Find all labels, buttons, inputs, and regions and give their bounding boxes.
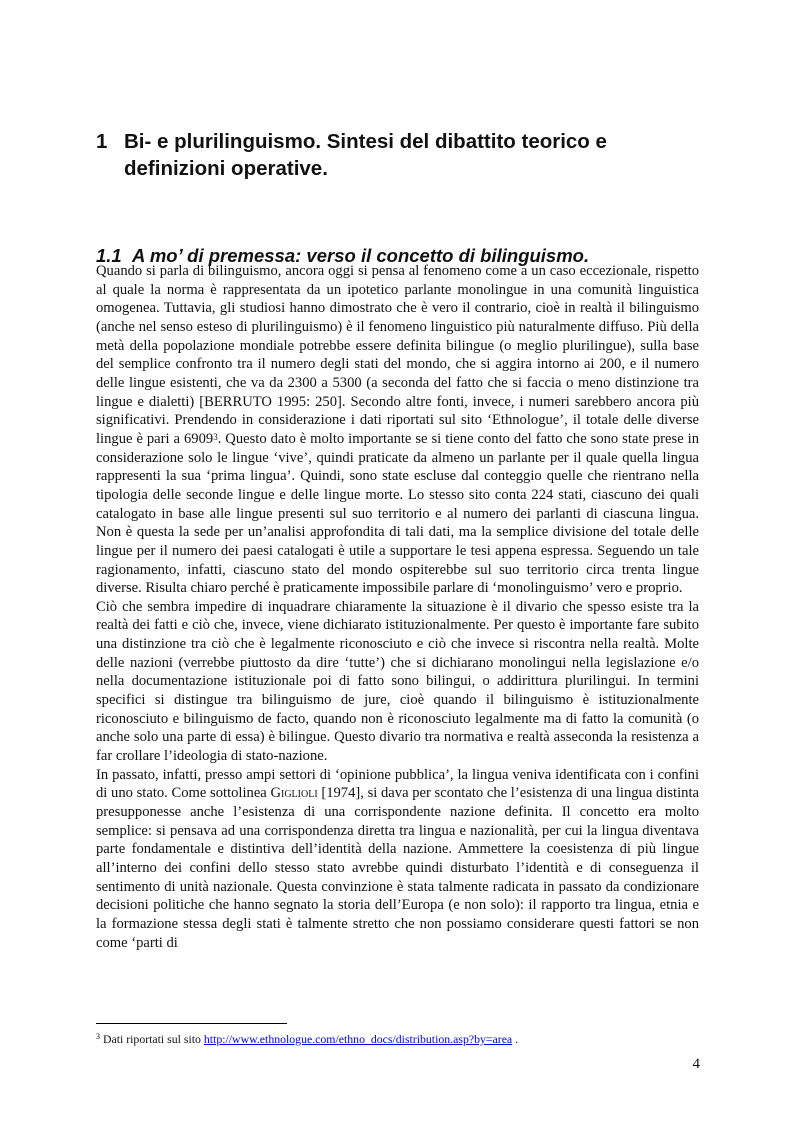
chapter-heading — [96, 128, 696, 182]
chapter-title: Bi- e plurilinguismo. Sintesi del dibattito teorico e definizioni operative. — [124, 130, 607, 180]
paragraph-1: Quando si parla di bilinguismo, ancora oggi si pensa al fenomeno come a un caso eccezionale, rispetto al quale la norma è rappresentata da un ipotetico parlante monolingue in una comunità linguistica omogenea. Tuttavia, gli studiosi hanno dimostrato che è vero il contrario, cioè in realtà il bilinguismo (anche nel senso esteso di plurilinguismo) è il fenomeno linguistico più naturalmente diffuso. Più della metà della popolazione mondiale potrebbe essere definita bilingue (o meglio plurilingue), sulla base del semplice confronto tra il numero degli stati del mondo, che si aggira intorno ai 200, e il numero delle lingue esistenti, che va da 2300 a 5300 (a seconda del fatto che si faccia o meno distinzione tra lingue e dialetti) [BERRUTO 1995: 250]. Secondo altre fonti, invece, i numeri sarebbero ancora più significativi. Prendendo in considerazione i dati riportati sul sito ‘Ethnologue’, il totale delle diverse lingue è pari a 6909$^3$. Questo dato è molto importante se si tiene conto del fatto che sono state prese in considerazione solo le lingue ‘vive’, quindi praticate da almeno un parlante per il quale quella lingua rappresenti la sua ‘prima lingua’. Quindi, sono state escluse dal conteggio quelle che rientrano nella tipologia delle seconde lingue e delle lingue morte. Lo stesso sito conta 224 stati, ciascuno dei quali catalogato in base alle lingue presenti sul suo territorio e al numero dei parlanti di ciascuna lingua. Non è questa la sede per un’analisi approfondita di tali dati, ma la semplice divisione del totale delle lingue per il numero dei paesi catalogati è utile a supportare le tesi appena espressa. Seguendo un tale ragionamento, infatti, ciascuno stato del mondo ospiterebbe sul suo territorio circa trenta lingue diverse. Risulta chiaro perché è praticamente impossibile parlare di ‘monolinguismo’ vero e proprio. — [96, 263, 699, 597]
footnote: $^3$ Dati riportati sul sito http://www.ethnologue.com/ethno_docs/distribution.asp?by=area . — [96, 1032, 519, 1046]
section-title: A mo’ di premessa: verso il concetto di bilinguismo. — [132, 245, 590, 266]
footnote-reference[interactable]: 3 — [213, 431, 218, 442]
section-number: 1.1 — [96, 245, 122, 266]
page-number: 4 — [692, 1056, 700, 1072]
footnote-separator — [96, 1023, 287, 1024]
footnote-number: 3 — [96, 1032, 100, 1041]
body-text — [96, 262, 699, 952]
footnote-link[interactable]: http://www.ethnologue.com/ethno_docs/distribution.asp?by=area — [203, 1032, 513, 1046]
author-citation: Giglioli — [270, 785, 318, 802]
paragraph-3: In passato, infatti, presso ampi settori di ‘opinione pubblica’, la lingua veniva identificata con i confini di uno stato. Come sottolinea Giglioli [1974], si dava per scontato che l’esistenza di una lingua distinta presupponesse anche l’esistenza di una corrispondente nazione definita. Il concetto era molto semplice: si pensava ad una corrispondenza diretta tra lingua e nazionalità, per cui la lingua diventava parte fondamentale e distintiva dell’identità della nazione. Ammettere la coesistenza di più lingue all’interno dei confini dello stesso stato avrebbe quindi disturbato l’identità e di conseguenza il sentimento di unità nazionale. Questa convinzione è stata talmente radicata in passato da condizionare decisioni politiche che hanno segnato la storia dell’Europa (e non solo): il rapporto tra lingua, etnia e la formazione stessa degli stati è talmente stretto che non possiamo considerare questi fattori se non come ‘parti di — [96, 766, 699, 951]
footnote-text: Dati riportati sul sito — [100, 1032, 204, 1046]
chapter-number: 1 — [96, 130, 108, 153]
paragraph-2: Ciò che sembra impedire di inquadrare chiaramente la situazione è il divario che spesso esiste tra la realtà dei fatti e ciò che, invece, viene dichiarato istituzionalmente. Per questo è importante fare subito una distinzione tra ciò che è legalmente riconosciuto e ciò che invece si riscontra nella realtà. Molte delle nazioni (verrebbe piuttosto da dire ‘tutte’) che si dichiarano monolingui nella legislazione e/o nella documentazione istituzionale poi di fatto sono bilingui, o addirittura plurilingui. In termini specifici si distingue tra bilinguismo de jure, cioè quando il bilinguismo è istituzionalmente riconosciuto e bilinguismo de facto, quando non è riconosciuto legalmente ma di fatto la comunità (o anche solo una parte di essa) è bilingue. Questo divario tra normativa e realtà asseconda la resistenza a far crollare l’ideologia di stato-nazione. — [96, 598, 699, 765]
